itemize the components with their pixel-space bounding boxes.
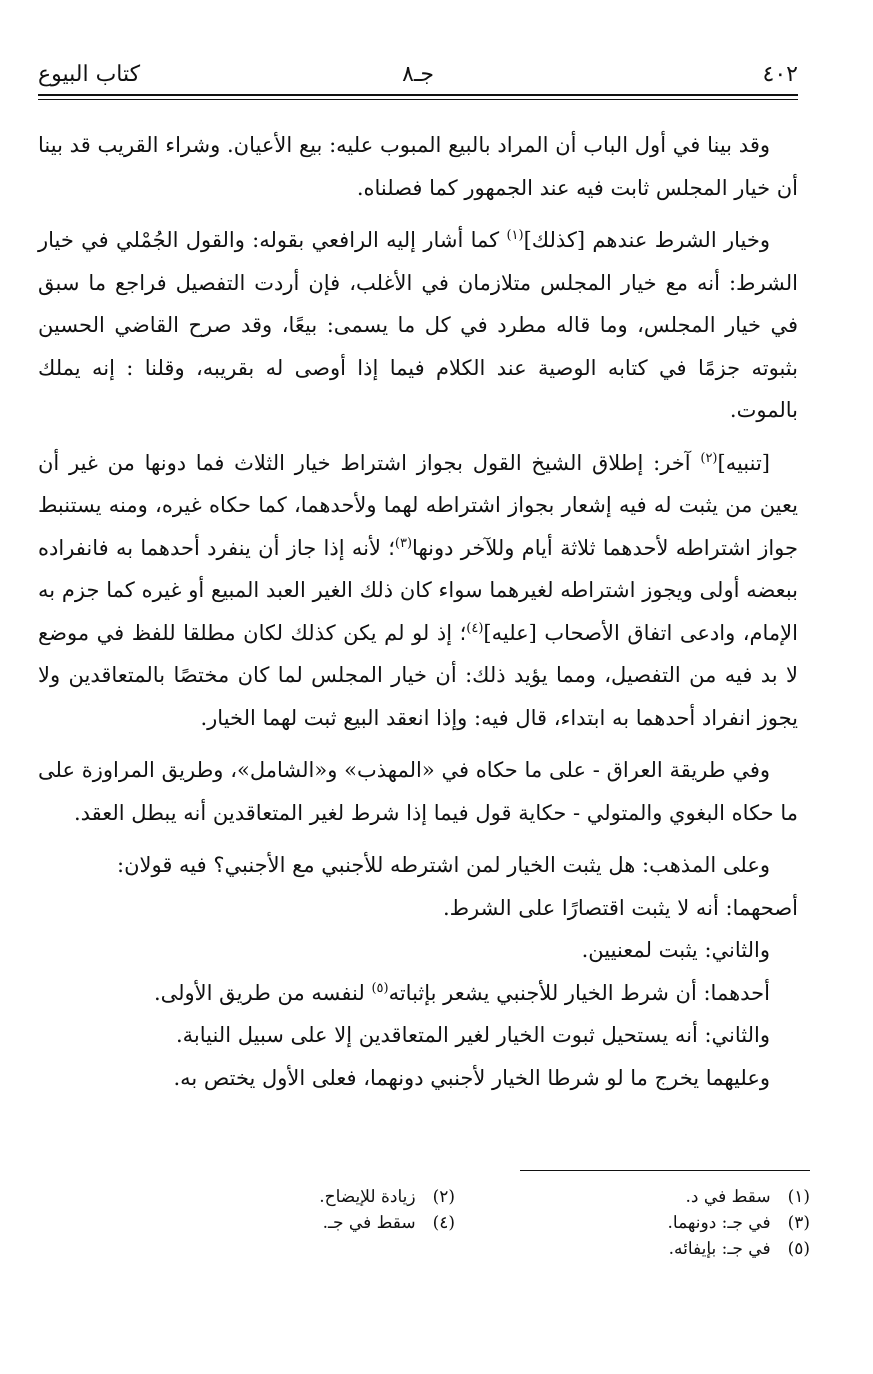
paragraph: والثاني: أنه يستحيل ثبوت الخيار لغير المتعاقدين إلا على سبيل النيابة. <box>175 1023 770 1047</box>
page-header <box>38 60 798 94</box>
footnote-ref: (٤) <box>466 620 484 636</box>
footnote-item: (٣) في جـ: دونهما. <box>667 1213 810 1233</box>
footnote-item: (١) سقط في د. <box>685 1187 810 1207</box>
page-number: ٤٠٢ <box>762 62 798 87</box>
paragraph: وفي طريقة العراق - على ما حكاه في «المهذب» و«الشامل»، وطريق المراوزة على ما حكاه البغوي والمتولي - حكاية قول فيما إذا شرط لغير المتعاقدين أنه يبطل العقد. <box>38 758 798 825</box>
paragraph: والثاني: يثبت لمعنيين. <box>581 938 770 962</box>
footnote-item: (٢) زيادة للإيضاح. <box>319 1187 455 1207</box>
footnote-item: (٥) في جـ: بإيفائه. <box>668 1239 810 1259</box>
paragraph: أصحهما: أنه لا يثبت اقتصارًا على الشرط. <box>442 895 798 920</box>
footnotes <box>38 1184 810 1262</box>
footnote-ref: (١) <box>506 228 524 243</box>
header-rule-thin <box>38 99 798 100</box>
paragraph: وعلى المذهب: هل يثبت الخيار لمن اشترطه للأجنبي مع الأجنبي؟ فيه قولان: <box>117 853 770 877</box>
header-rule-thick <box>38 94 798 96</box>
footnote-ref: (٣) <box>394 535 413 551</box>
footnote-separator <box>520 1170 810 1171</box>
paragraph: وعليهما يخرج ما لو شرطا الخيار لأجنبي دونهما، فعلى الأول يختص به. <box>173 1065 770 1090</box>
paragraph: وخيار الشرط عندهم [كذلك]$^{(١)}$ كما أشار إليه الرافعي بقوله: والقول الجُمْلي في خيار الشرط: أنه مع خيار المجلس متلازمان في الأغلب، فإن أردت التفصيل فراجع ما سبق في خيار المجلس، وما قاله مطرد في كل ما يسمى: بيعًا، وقد صرح القاضي الحسين بثبوته جزمًا في كتابه الوصية عند الكلام فيما إذا أوصى له بقريبه، وقلنا : إنه يملك بالموت. <box>38 228 798 422</box>
volume-label: جـ٨ <box>402 62 434 87</box>
paragraph: أحدهما: أن شرط الخيار للأجنبي يشعر بإثباته$^{(٥)}$ لنفسه من طريق الأولى. <box>153 980 770 1005</box>
footnote-ref: (٢) <box>700 450 718 466</box>
footnote-ref: (٥) <box>371 980 389 996</box>
book-title: كتاب البيوع <box>38 62 141 87</box>
main-text <box>38 124 798 1099</box>
paragraph: وقد بينا في أول الباب أن المراد بالبيع المبوب عليه: بيع الأعيان. وشراء القريب قد بينا أن خيار المجلس ثابت فيه عند الجمهور كما فصلناه. <box>38 133 798 200</box>
footnote-item: (٤) سقط في جـ. <box>322 1213 455 1233</box>
paragraph: [تنبيه]$^{(٢)}$ آخر: إطلاق الشيخ القول بجواز اشتراط خيار الثلاث فما دونها من غير أن يعين من يثبت له فيه إشعار بجواز اشتراطه لهما ولأحدهما، كما حكاه غيره، ومنه يستنبط جواز اشتراطه لأحدهما ثلاثة أيام وللآخر دونها$^{(٣)}$؛ لأنه إذا جاز أن ينفرد أحدهما به فانفراده ببعضه أولى ويجوز اشتراطه لغيرهما سواء كان ذلك الغير العبد المبيع أو غيره كما جزم به الإمام، وادعى اتفاق الأصحاب [عليه]$^{(٤)}$؛ إذ لو لم يكن كذلك لكان مطلقا للفظ في موضع لا بد فيه من التفصيل، ومما يؤيد ذلك: أن خيار المجلس لما كان مختصًا بالمتعاقدين ولا يجوز انفراد أحدهما به ابتداء، قال فيه: وإذا انعقد البيع ثبت لهما الخيار. <box>38 450 798 730</box>
